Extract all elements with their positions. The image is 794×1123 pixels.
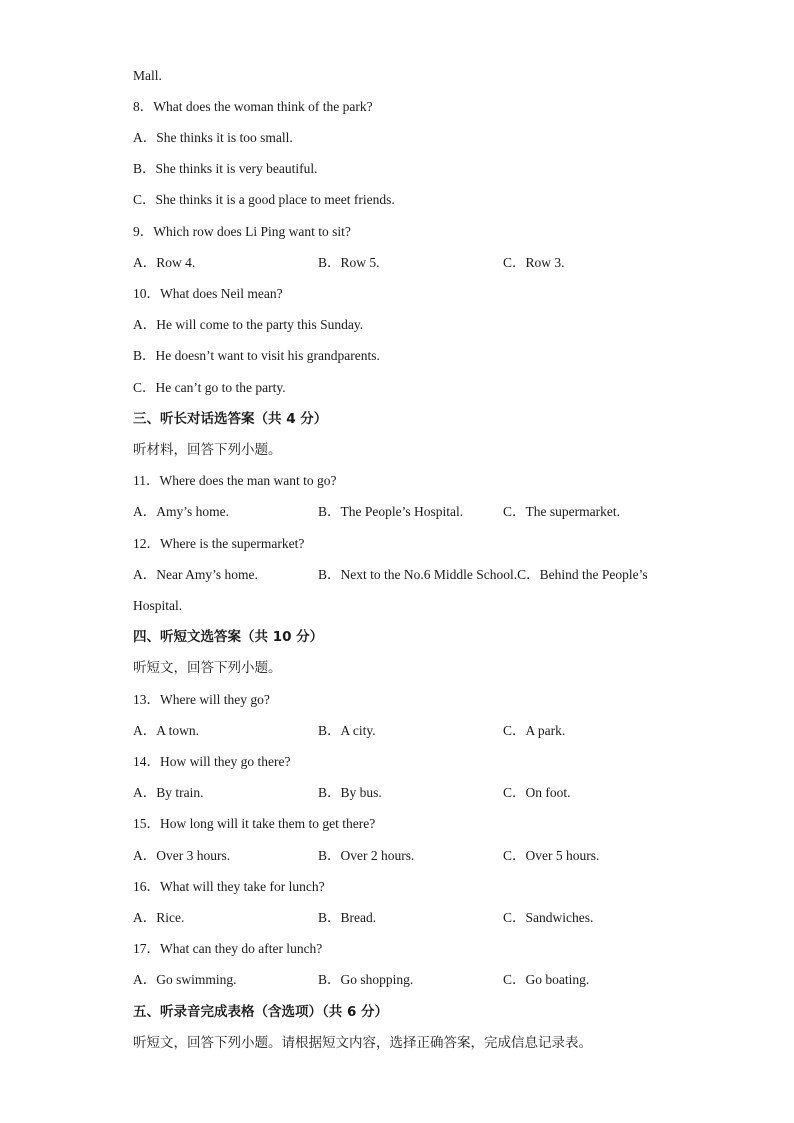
question-8: 8．What does the woman think of the park? bbox=[133, 99, 373, 114]
q13-option-a: A．A town. bbox=[133, 723, 200, 738]
section-5-title: 五、听录音完成表格（含选项）（共 6 分） bbox=[133, 1004, 389, 1020]
q12-option-a: A．Near Amy’s home. bbox=[133, 567, 258, 582]
question-16: 16．What will they take for lunch? bbox=[133, 879, 325, 894]
q13-option-c: C．A park. bbox=[503, 723, 566, 738]
question-12: 12．Where is the supermarket? bbox=[133, 536, 305, 551]
q10-option-a: A．He will come to the party this Sunday. bbox=[133, 317, 364, 332]
q11-option-a: A．Amy’s home. bbox=[133, 504, 229, 519]
question-9: 9．Which row does Li Ping want to sit? bbox=[133, 224, 351, 239]
q14-option-c: C．On foot. bbox=[503, 785, 571, 800]
q9-option-c: C．Row 3. bbox=[503, 255, 565, 270]
q13-option-b: B．A city. bbox=[318, 723, 376, 738]
q11-option-c: C．The supermarket. bbox=[503, 504, 620, 519]
q12-option-c-continued: Hospital. bbox=[133, 598, 183, 613]
q14-option-a: A．By train. bbox=[133, 785, 204, 800]
q10-option-c: C．He can’t go to the party. bbox=[133, 380, 286, 395]
q8-option-a: A．She thinks it is too small. bbox=[133, 130, 293, 145]
section-5-instruction: 听短文，回答下列小题。请根据短文内容，选择正确答案，完成信息记录表。 bbox=[133, 1035, 592, 1051]
q16-option-a: A．Rice. bbox=[133, 910, 185, 925]
q9-option-a: A．Row 4. bbox=[133, 255, 196, 270]
q11-option-b: B．The People’s Hospital. bbox=[318, 504, 464, 519]
question-13: 13．Where will they go? bbox=[133, 692, 270, 707]
q15-option-b: B．Over 2 hours. bbox=[318, 848, 415, 863]
question-14: 14．How will they go there? bbox=[133, 754, 291, 769]
q17-option-c: C．Go boating. bbox=[503, 972, 590, 987]
q8-option-b: B．She thinks it is very beautiful. bbox=[133, 161, 318, 176]
continuation-text: Mall. bbox=[133, 68, 162, 83]
q8-option-c: C．She thinks it is a good place to meet friends. bbox=[133, 192, 395, 207]
q17-option-b: B．Go shopping. bbox=[318, 972, 414, 987]
q10-option-b: B．He doesn’t want to visit his grandparents. bbox=[133, 348, 380, 363]
question-10: 10．What does Neil mean? bbox=[133, 286, 283, 301]
question-17: 17．What can they do after lunch? bbox=[133, 941, 323, 956]
q17-option-a: A．Go swimming. bbox=[133, 972, 237, 987]
section-4-title: 四、听短文选答案（共 10 分） bbox=[133, 629, 324, 645]
q14-option-b: B．By bus. bbox=[318, 785, 382, 800]
question-15: 15．How long will it take them to get there? bbox=[133, 816, 376, 831]
question-11: 11．Where does the man want to go? bbox=[133, 473, 337, 488]
q15-option-c: C．Over 5 hours. bbox=[503, 848, 600, 863]
section-4-instruction: 听短文，回答下列小题。 bbox=[133, 660, 282, 676]
q15-option-a: A．Over 3 hours. bbox=[133, 848, 231, 863]
q12-option-b-c: B．Next to the No.6 Middle School.C．Behind the People’s bbox=[318, 567, 648, 582]
section-3-instruction: 听材料，回答下列小题。 bbox=[133, 442, 282, 458]
q16-option-c: C．Sandwiches. bbox=[503, 910, 594, 925]
q16-option-b: B．Bread. bbox=[318, 910, 377, 925]
section-3-title: 三、听长对话选答案（共 4 分） bbox=[133, 411, 328, 427]
q9-option-b: B．Row 5. bbox=[318, 255, 380, 270]
